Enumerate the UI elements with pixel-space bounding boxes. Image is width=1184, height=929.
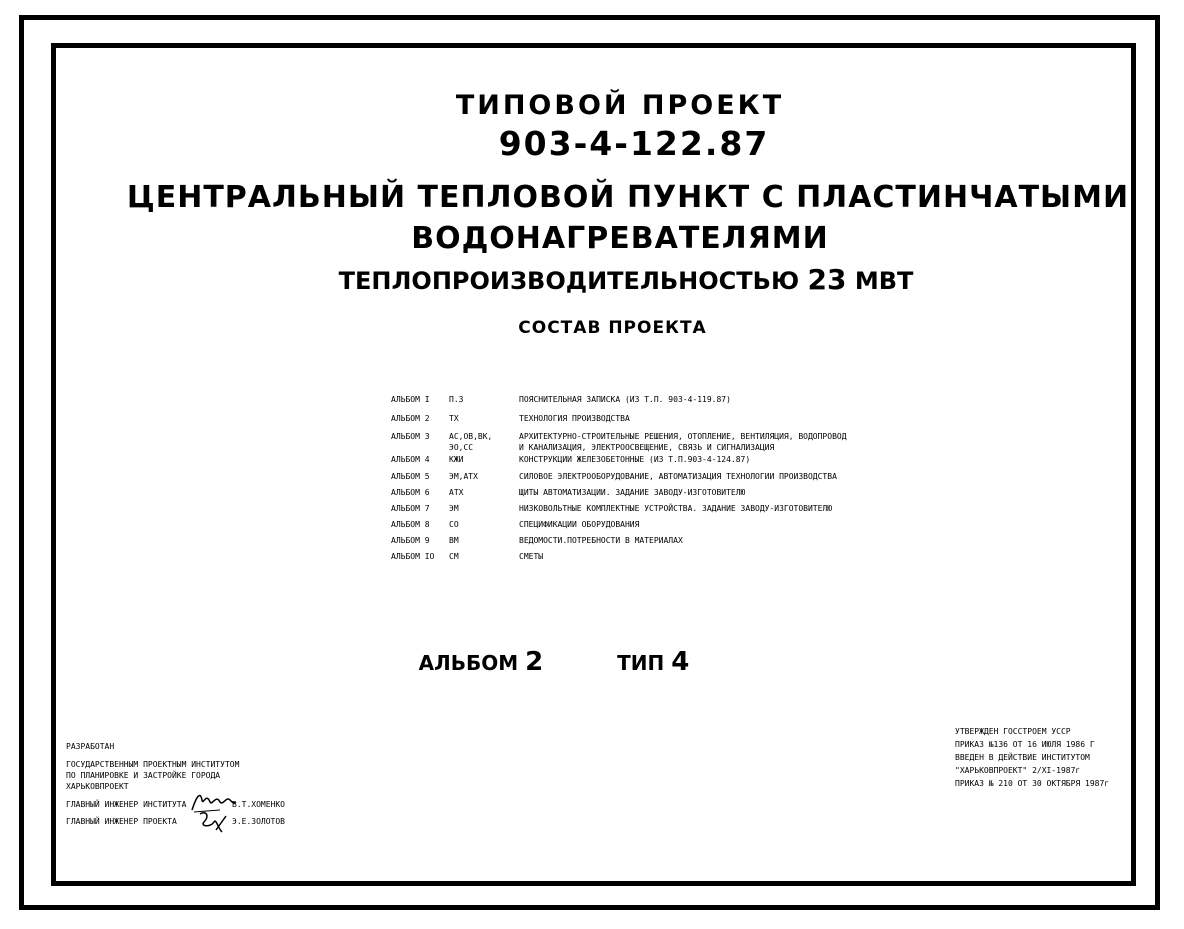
composition-heading: СОСТАВ ПРОЕКТА: [518, 318, 707, 338]
code-cell: ЭМ,АТХ: [449, 472, 478, 481]
code-cell: П.З: [449, 395, 464, 404]
title-line-2: ВОДОНАГРЕВАТЕЛЯМИ: [411, 221, 829, 256]
capacity-label: ТЕПЛОПРОИЗВОДИТЕЛЬНОСТЬЮ: [338, 267, 800, 295]
developer-org-line-2: ПО ПЛАНИРОВКЕ И ЗАСТРОЙКЕ ГОРОДА: [66, 771, 221, 780]
chief-engineer-institute-label: ГЛАВНЫЙ ИНЖЕНЕР ИНСТИТУТА: [66, 800, 187, 809]
desc-cell: ВЕДОМОСТИ.ПОТРЕБНОСТИ В МАТЕРИАЛАХ: [519, 536, 683, 545]
title-line-3: [0, 263, 1184, 296]
album-cell: АЛЬБОМ 3: [391, 432, 430, 441]
album-cell: АЛЬБОМ 7: [391, 504, 430, 513]
desc-cell: ЩИТЫ АВТОМАТИЗАЦИИ. ЗАДАНИЕ ЗАВОДУ-ИЗГОТОВИТЕЛЮ: [519, 488, 746, 497]
album-cell: АЛЬБОМ 5: [391, 472, 430, 481]
album-type-line: [0, 647, 1108, 677]
developer-heading: РАЗРАБОТАН: [66, 742, 115, 751]
chief-engineer-project-label: ГЛАВНЫЙ ИНЖЕНЕР ПРОЕКТА: [66, 817, 177, 826]
album-cell: АЛЬБОМ 6: [391, 488, 430, 497]
code-cell: ЭМ: [449, 504, 459, 513]
desc-cell: НИЗКОВОЛЬТНЫЕ КОМПЛЕКТНЫЕ УСТРОЙСТВА. ЗАДАНИЕ ЗАВОДУ-ИЗГОТОВИТЕЛЮ: [519, 504, 833, 513]
code-cell: КЖИ: [449, 455, 464, 464]
project-number: 903-4-122.87: [498, 124, 770, 163]
approval-line-3: ВВЕДЕН В ДЕЙСТВИЕ ИНСТИТУТОМ: [955, 753, 1090, 762]
developer-org-line-3: ХАРЬКОВПРОЕКТ: [66, 782, 129, 791]
desc-cell: СПЕЦИФИКАЦИИ ОБОРУДОВАНИЯ: [519, 520, 640, 529]
code-cell: ЭО,СС: [449, 443, 474, 452]
album-label: АЛЬБОМ: [418, 651, 519, 675]
signature-project: [196, 808, 230, 838]
type-number: 4: [671, 647, 690, 677]
capacity-unit: МВТ: [854, 267, 914, 295]
approval-line-1: УТВЕРЖДЕН ГОССТРОЕМ УССР: [955, 727, 1071, 736]
album-cell: АЛЬБОМ 9: [391, 536, 430, 545]
desc-cell: СИЛОВОЕ ЭЛЕКТРООБОРУДОВАНИЕ, АВТОМАТИЗАЦИЯ ТЕХНОЛОГИИ ПРОИЗВОДСТВА: [519, 472, 837, 481]
desc-cell: АРХИТЕКТУРНО-СТРОИТЕЛЬНЫЕ РЕШЕНИЯ, ОТОПЛЕНИЕ, ВЕНТИЛЯЦИЯ, ВОДОПРОВОД: [519, 432, 847, 441]
album-cell: АЛЬБОМ I: [391, 395, 430, 404]
code-cell: ВМ: [449, 536, 459, 545]
code-cell: СО: [449, 520, 459, 529]
album-number: 2: [525, 647, 544, 677]
desc-cell: СМЕТЫ: [519, 552, 544, 561]
album-cell: АЛЬБОМ 4: [391, 455, 430, 464]
project-label: ТИПОВОЙ ПРОЕКТ: [455, 90, 785, 121]
album-cell: АЛЬБОМ 2: [391, 414, 430, 423]
type-label: ТИП: [617, 651, 665, 675]
capacity-value: 23: [807, 263, 847, 296]
chief-engineer-project-name: Э.Е.ЗОЛОТОВ: [232, 817, 285, 826]
chief-engineer-institute-name: В.Т.ХОМЕНКО: [232, 800, 285, 809]
approval-line-4: "ХАРЬКОВПРОЕКТ" 2/XI-1987г: [955, 766, 1081, 775]
developer-org-line-1: ГОСУДАРСТВЕННЫМ ПРОЕКТНЫМ ИНСТИТУТОМ: [66, 760, 240, 769]
approval-line-2: ПРИКАЗ №136 ОТ 16 ИЮЛЯ 1986 Г: [955, 740, 1095, 749]
album-cell: АЛЬБОМ IO: [391, 552, 435, 561]
desc-cell: ТЕХНОЛОГИЯ ПРОИЗВОДСТВА: [519, 414, 630, 423]
code-cell: ТХ: [449, 414, 459, 423]
code-cell: АС,ОВ,ВК,: [449, 432, 493, 441]
album-cell: АЛЬБОМ 8: [391, 520, 430, 529]
desc-cell: ПОЯСНИТЕЛЬНАЯ ЗАПИСКА (ИЗ Т.П. 903-4-119.87): [519, 395, 731, 404]
title-line-1: ЦЕНТРАЛЬНЫЙ ТЕПЛОВОЙ ПУНКТ С ПЛАСТИНЧАТЫМИ: [126, 180, 1130, 215]
code-cell: СМ: [449, 552, 459, 561]
approval-line-5: ПРИКАЗ № 210 ОТ 30 ОКТЯБРЯ 1987г: [955, 779, 1110, 788]
desc-cell: КОНСТРУКЦИИ ЖЕЛЕЗОБЕТОННЫЕ (ИЗ Т.П.903-4-124.87): [519, 455, 751, 464]
code-cell: АТХ: [449, 488, 464, 497]
desc-cell: И КАНАЛИЗАЦИЯ, ЭЛЕКТРООСВЕЩЕНИЕ, СВЯЗЬ И СИГНАЛИЗАЦИЯ: [519, 443, 775, 452]
